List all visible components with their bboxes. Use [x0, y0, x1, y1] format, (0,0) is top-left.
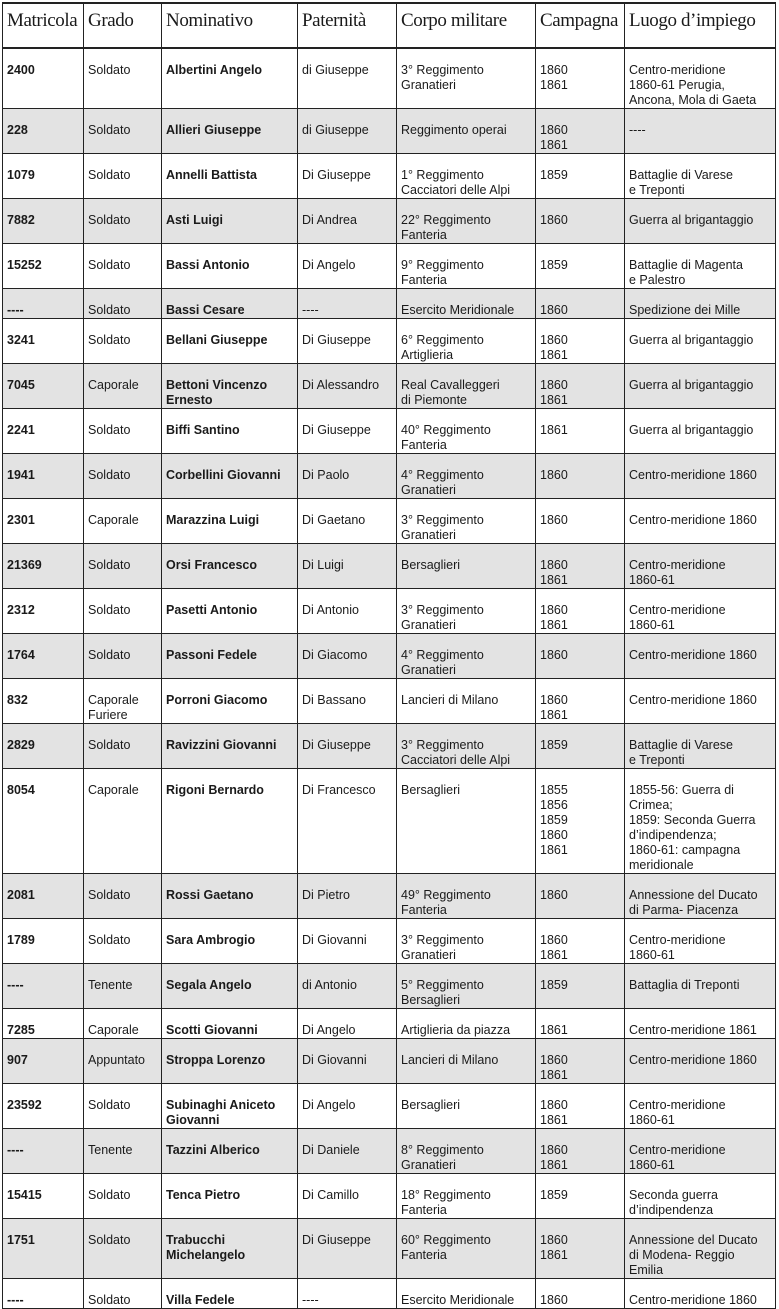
- cell-corpo-militare: 18° Reggimento Fanteria: [397, 1174, 536, 1219]
- cell-matricola: 228: [3, 109, 84, 154]
- cell-grado: Soldato: [84, 544, 162, 589]
- cell-campagna: 1859: [536, 244, 625, 289]
- cell-grado: Soldato: [84, 634, 162, 679]
- cell-campagna: 1860: [536, 634, 625, 679]
- cell-matricola: 2312: [3, 589, 84, 634]
- cell-campagna: 1860: [536, 454, 625, 499]
- cell-grado: Soldato: [84, 244, 162, 289]
- cell-luogo-impiego: Battaglie di Magenta e Palestro: [625, 244, 776, 289]
- cell-campagna: 1860: [536, 199, 625, 244]
- cell-luogo-impiego: Battaglie di Varese e Treponti: [625, 154, 776, 199]
- cell-nominativo: Rigoni Bernardo: [162, 769, 298, 874]
- cell-matricola: 1941: [3, 454, 84, 499]
- cell-paternita: Di Luigi: [298, 544, 397, 589]
- cell-luogo-impiego: Centro-meridione 1860: [625, 1039, 776, 1084]
- cell-grado: Soldato: [84, 589, 162, 634]
- table-row: [3, 199, 776, 244]
- cell-corpo-militare: Bersaglieri: [397, 769, 536, 874]
- table-header: [3, 3, 776, 48]
- cell-paternita: Di Antonio: [298, 589, 397, 634]
- soldiers-table: [2, 2, 776, 1309]
- document-page: [2, 2, 775, 1309]
- cell-luogo-impiego: Centro-meridione 1860-61: [625, 919, 776, 964]
- cell-corpo-militare: 4° Reggimento Granatieri: [397, 454, 536, 499]
- cell-grado: Caporale: [84, 1009, 162, 1039]
- cell-matricola: ----: [3, 964, 84, 1009]
- cell-campagna: 1855 1856 1859 1860 1861: [536, 769, 625, 874]
- table-row: [3, 154, 776, 199]
- cell-paternita: di Antonio: [298, 964, 397, 1009]
- cell-matricola: 1789: [3, 919, 84, 964]
- table-row: [3, 364, 776, 409]
- cell-campagna: 1860 1861: [536, 1129, 625, 1174]
- cell-campagna: 1860: [536, 874, 625, 919]
- cell-grado: Soldato: [84, 874, 162, 919]
- cell-matricola: 2081: [3, 874, 84, 919]
- table-body: [3, 48, 776, 1309]
- cell-nominativo: Stroppa Lorenzo: [162, 1039, 298, 1084]
- cell-grado: Soldato: [84, 154, 162, 199]
- cell-grado: Caporale: [84, 769, 162, 874]
- cell-matricola: 2400: [3, 48, 84, 109]
- cell-nominativo: Villa Fedele: [162, 1279, 298, 1309]
- cell-nominativo: Biffi Santino: [162, 409, 298, 454]
- table-row: [3, 289, 776, 319]
- cell-corpo-militare: 9° Reggimento Fanteria: [397, 244, 536, 289]
- cell-nominativo: Bassi Antonio: [162, 244, 298, 289]
- cell-paternita: Di Giovanni: [298, 1039, 397, 1084]
- cell-nominativo: Scotti Giovanni: [162, 1009, 298, 1039]
- cell-grado: Caporale: [84, 364, 162, 409]
- table-row: [3, 48, 776, 109]
- cell-corpo-militare: 8° Reggimento Granatieri: [397, 1129, 536, 1174]
- cell-nominativo: Bettoni Vincenzo Ernesto: [162, 364, 298, 409]
- cell-paternita: Di Andrea: [298, 199, 397, 244]
- cell-corpo-militare: 1° Reggimento Cacciatori delle Alpi: [397, 154, 536, 199]
- cell-campagna: 1859: [536, 724, 625, 769]
- cell-luogo-impiego: Guerra al brigantaggio: [625, 364, 776, 409]
- cell-nominativo: Bassi Cesare: [162, 289, 298, 319]
- table-row: [3, 1084, 776, 1129]
- table-row: [3, 1279, 776, 1309]
- cell-corpo-militare: Esercito Meridionale: [397, 289, 536, 319]
- cell-nominativo: Ravizzini Giovanni: [162, 724, 298, 769]
- cell-paternita: Di Giuseppe: [298, 154, 397, 199]
- cell-campagna: 1861: [536, 1009, 625, 1039]
- cell-nominativo: Bellani Giuseppe: [162, 319, 298, 364]
- table-row: [3, 454, 776, 499]
- cell-nominativo: Trabucchi Michelangelo: [162, 1219, 298, 1279]
- cell-grado: Soldato: [84, 454, 162, 499]
- cell-nominativo: Tenca Pietro: [162, 1174, 298, 1219]
- table-row: [3, 319, 776, 364]
- cell-paternita: Di Gaetano: [298, 499, 397, 544]
- cell-luogo-impiego: Centro-meridione 1860: [625, 679, 776, 724]
- cell-campagna: 1859: [536, 1174, 625, 1219]
- cell-grado: Appuntato: [84, 1039, 162, 1084]
- cell-campagna: 1859: [536, 154, 625, 199]
- cell-luogo-impiego: Centro-meridione 1860-61: [625, 1084, 776, 1129]
- cell-campagna: 1860 1861: [536, 319, 625, 364]
- table-row: [3, 724, 776, 769]
- cell-paternita: Di Giuseppe: [298, 409, 397, 454]
- cell-matricola: 3241: [3, 319, 84, 364]
- table-row: [3, 1009, 776, 1039]
- cell-matricola: 7882: [3, 199, 84, 244]
- cell-grado: Soldato: [84, 1174, 162, 1219]
- cell-campagna: 1860 1861: [536, 589, 625, 634]
- cell-matricola: 8054: [3, 769, 84, 874]
- cell-nominativo: Sara Ambrogio: [162, 919, 298, 964]
- cell-luogo-impiego: Centro-meridione 1860: [625, 1279, 776, 1309]
- cell-campagna: 1860 1861: [536, 1039, 625, 1084]
- cell-luogo-impiego: Spedizione dei Mille: [625, 289, 776, 319]
- table-row: [3, 499, 776, 544]
- cell-grado: Soldato: [84, 724, 162, 769]
- cell-matricola: 15415: [3, 1174, 84, 1219]
- cell-corpo-militare: Bersaglieri: [397, 544, 536, 589]
- cell-corpo-militare: 3° Reggimento Cacciatori delle Alpi: [397, 724, 536, 769]
- cell-nominativo: Subinaghi Aniceto Giovanni: [162, 1084, 298, 1129]
- cell-luogo-impiego: Guerra al brigantaggio: [625, 409, 776, 454]
- cell-paternita: Di Giacomo: [298, 634, 397, 679]
- cell-matricola: 832: [3, 679, 84, 724]
- cell-corpo-militare: 4° Reggimento Granatieri: [397, 634, 536, 679]
- header-row: [3, 3, 776, 48]
- cell-luogo-impiego: Centro-meridione 1860: [625, 634, 776, 679]
- cell-campagna: 1860 1861: [536, 679, 625, 724]
- cell-paternita: Di Giuseppe: [298, 724, 397, 769]
- cell-nominativo: Segala Angelo: [162, 964, 298, 1009]
- table-row: [3, 589, 776, 634]
- table-row: [3, 919, 776, 964]
- cell-matricola: ----: [3, 289, 84, 319]
- table-row: [3, 1219, 776, 1279]
- cell-luogo-impiego: Guerra al brigantaggio: [625, 319, 776, 364]
- cell-corpo-militare: Real Cavalleggeri di Piemonte: [397, 364, 536, 409]
- cell-grado: Soldato: [84, 919, 162, 964]
- cell-paternita: Di Pietro: [298, 874, 397, 919]
- cell-matricola: 2829: [3, 724, 84, 769]
- cell-paternita: Di Alessandro: [298, 364, 397, 409]
- table-row: [3, 964, 776, 1009]
- cell-corpo-militare: Lancieri di Milano: [397, 1039, 536, 1084]
- table-row: [3, 109, 776, 154]
- cell-grado: Tenente: [84, 964, 162, 1009]
- cell-nominativo: Porroni Giacomo: [162, 679, 298, 724]
- cell-paternita: ----: [298, 1279, 397, 1309]
- cell-matricola: 2301: [3, 499, 84, 544]
- header-nominativo: Nominativo: [162, 3, 298, 48]
- cell-corpo-militare: 3° Reggimento Granatieri: [397, 499, 536, 544]
- cell-matricola: 1079: [3, 154, 84, 199]
- cell-matricola: 21369: [3, 544, 84, 589]
- cell-campagna: 1860: [536, 499, 625, 544]
- cell-nominativo: Orsi Francesco: [162, 544, 298, 589]
- cell-corpo-militare: 3° Reggimento Granatieri: [397, 589, 536, 634]
- cell-matricola: 2241: [3, 409, 84, 454]
- cell-campagna: 1861: [536, 409, 625, 454]
- cell-nominativo: Rossi Gaetano: [162, 874, 298, 919]
- cell-luogo-impiego: Battaglia di Treponti: [625, 964, 776, 1009]
- cell-paternita: Di Daniele: [298, 1129, 397, 1174]
- cell-matricola: 7045: [3, 364, 84, 409]
- cell-grado: Soldato: [84, 1219, 162, 1279]
- cell-corpo-militare: Lancieri di Milano: [397, 679, 536, 724]
- table-row: [3, 1039, 776, 1084]
- cell-corpo-militare: 49° Reggimento Fanteria: [397, 874, 536, 919]
- cell-campagna: 1860 1861: [536, 919, 625, 964]
- cell-campagna: 1859: [536, 964, 625, 1009]
- header-grado: Grado: [84, 3, 162, 48]
- cell-grado: Soldato: [84, 48, 162, 109]
- cell-luogo-impiego: Seconda guerra d’indipendenza: [625, 1174, 776, 1219]
- cell-paternita: Di Bassano: [298, 679, 397, 724]
- cell-paternita: Di Giovanni: [298, 919, 397, 964]
- cell-campagna: 1860 1861: [536, 1219, 625, 1279]
- cell-campagna: 1860 1861: [536, 109, 625, 154]
- header-paternita: Paternità: [298, 3, 397, 48]
- cell-campagna: 1860: [536, 289, 625, 319]
- cell-campagna: 1860: [536, 1279, 625, 1309]
- cell-luogo-impiego: ----: [625, 109, 776, 154]
- cell-corpo-militare: 3° Reggimento Granatieri: [397, 48, 536, 109]
- cell-matricola: 7285: [3, 1009, 84, 1039]
- cell-nominativo: Marazzina Luigi: [162, 499, 298, 544]
- cell-nominativo: Asti Luigi: [162, 199, 298, 244]
- cell-luogo-impiego: Centro-meridione 1860-61: [625, 1129, 776, 1174]
- cell-nominativo: Pasetti Antonio: [162, 589, 298, 634]
- cell-matricola: ----: [3, 1129, 84, 1174]
- cell-luogo-impiego: Battaglie di Varese e Treponti: [625, 724, 776, 769]
- header-corpo-militare: Corpo militare: [397, 3, 536, 48]
- cell-grado: Caporale Furiere: [84, 679, 162, 724]
- cell-matricola: ----: [3, 1279, 84, 1309]
- cell-paternita: Di Angelo: [298, 1009, 397, 1039]
- cell-paternita: Di Paolo: [298, 454, 397, 499]
- cell-nominativo: Allieri Giuseppe: [162, 109, 298, 154]
- table-row: [3, 409, 776, 454]
- cell-grado: Soldato: [84, 319, 162, 364]
- cell-campagna: 1860 1861: [536, 1084, 625, 1129]
- cell-matricola: 23592: [3, 1084, 84, 1129]
- cell-paternita: di Giuseppe: [298, 48, 397, 109]
- table-row: [3, 544, 776, 589]
- cell-grado: Soldato: [84, 409, 162, 454]
- cell-grado: Soldato: [84, 109, 162, 154]
- cell-matricola: 15252: [3, 244, 84, 289]
- cell-luogo-impiego: Centro-meridione 1860: [625, 454, 776, 499]
- cell-corpo-militare: Bersaglieri: [397, 1084, 536, 1129]
- cell-paternita: di Giuseppe: [298, 109, 397, 154]
- cell-campagna: 1860 1861: [536, 544, 625, 589]
- cell-grado: Soldato: [84, 1279, 162, 1309]
- cell-paternita: Di Francesco: [298, 769, 397, 874]
- table-row: [3, 634, 776, 679]
- cell-corpo-militare: 3° Reggimento Granatieri: [397, 919, 536, 964]
- cell-paternita: Di Giuseppe: [298, 1219, 397, 1279]
- cell-matricola: 1764: [3, 634, 84, 679]
- header-campagna: Campagna: [536, 3, 625, 48]
- cell-grado: Tenente: [84, 1129, 162, 1174]
- table-row: [3, 1174, 776, 1219]
- header-matricola: Matricola: [3, 3, 84, 48]
- cell-corpo-militare: 6° Reggimento Artiglieria: [397, 319, 536, 364]
- cell-luogo-impiego: 1855-56: Guerra di Crimea; 1859: Seconda Guerra d’indipendenza; 1860-61: campagna meridionale: [625, 769, 776, 874]
- cell-corpo-militare: 5° Reggimento Bersaglieri: [397, 964, 536, 1009]
- cell-campagna: 1860 1861: [536, 364, 625, 409]
- cell-paternita: Di Angelo: [298, 1084, 397, 1129]
- cell-luogo-impiego: Centro-meridione 1860-61: [625, 589, 776, 634]
- cell-grado: Soldato: [84, 289, 162, 319]
- table-row: [3, 769, 776, 874]
- cell-luogo-impiego: Centro-meridione 1861: [625, 1009, 776, 1039]
- cell-grado: Caporale: [84, 499, 162, 544]
- cell-corpo-militare: 40° Reggimento Fanteria: [397, 409, 536, 454]
- cell-nominativo: Passoni Fedele: [162, 634, 298, 679]
- cell-luogo-impiego: Centro-meridione 1860-61: [625, 544, 776, 589]
- cell-luogo-impiego: Guerra al brigantaggio: [625, 199, 776, 244]
- cell-campagna: 1860 1861: [536, 48, 625, 109]
- cell-corpo-militare: 60° Reggimento Fanteria: [397, 1219, 536, 1279]
- cell-corpo-militare: Esercito Meridionale: [397, 1279, 536, 1309]
- cell-grado: Soldato: [84, 199, 162, 244]
- table-row: [3, 874, 776, 919]
- cell-paternita: ----: [298, 289, 397, 319]
- cell-luogo-impiego: Centro-meridione 1860: [625, 499, 776, 544]
- table-row: [3, 244, 776, 289]
- header-luogo-impiego: Luogo d’impiego: [625, 3, 776, 48]
- cell-matricola: 907: [3, 1039, 84, 1084]
- cell-nominativo: Annelli Battista: [162, 154, 298, 199]
- cell-paternita: Di Camillo: [298, 1174, 397, 1219]
- cell-grado: Soldato: [84, 1084, 162, 1129]
- cell-nominativo: Tazzini Alberico: [162, 1129, 298, 1174]
- cell-paternita: Di Angelo: [298, 244, 397, 289]
- cell-corpo-militare: 22° Reggimento Fanteria: [397, 199, 536, 244]
- cell-corpo-militare: Reggimento operai: [397, 109, 536, 154]
- cell-nominativo: Corbellini Giovanni: [162, 454, 298, 499]
- cell-luogo-impiego: Centro-meridione 1860-61 Perugia, Ancona, Mola di Gaeta: [625, 48, 776, 109]
- cell-paternita: Di Giuseppe: [298, 319, 397, 364]
- table-row: [3, 679, 776, 724]
- cell-luogo-impiego: Annessione del Ducato di Parma- Piacenza: [625, 874, 776, 919]
- cell-nominativo: Albertini Angelo: [162, 48, 298, 109]
- cell-corpo-militare: Artiglieria da piazza: [397, 1009, 536, 1039]
- cell-matricola: 1751: [3, 1219, 84, 1279]
- table-row: [3, 1129, 776, 1174]
- cell-luogo-impiego: Annessione del Ducato di Modena- Reggio Emilia: [625, 1219, 776, 1279]
